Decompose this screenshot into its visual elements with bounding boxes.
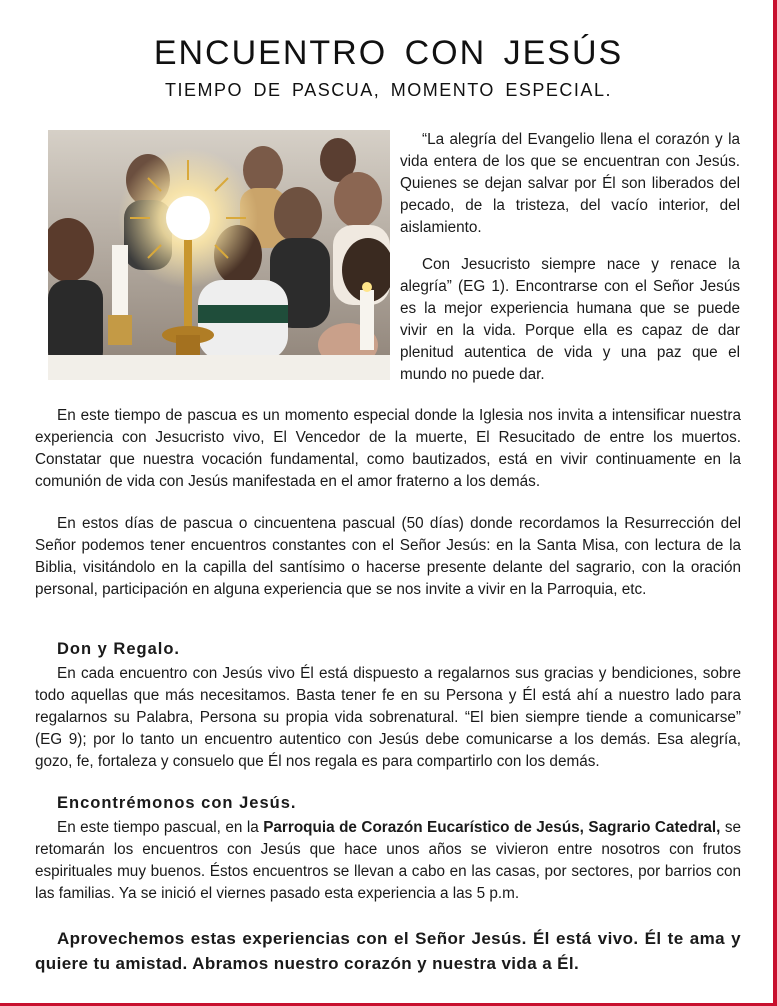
- don-paragraph: [35, 663, 741, 773]
- don-text: En cada encuentro con Jesús vivo Él está dispuesto a regalarnos sus gracias y bendiciones, sobre todo aquellas que más necesitamos. Basta tener fe en su Persona y Él está ahí a nuestro lado para regalarnos su Palabra, Persona su propia vida sobrenatural. “El bien siempre tiende a comunicarse” (EG 9); por lo tanto un encuentro autentico con Jesús debe comunicarse a los demás. Esa alegría, gozo, fe, fortaleza y consuelo que Él nos regala es para compartirlo con los demás.: [35, 665, 741, 770]
- section-heading-encuentro: Encontrémonos con Jesús.: [57, 794, 297, 812]
- quote-block: [400, 129, 740, 401]
- adoration-photo: [48, 130, 390, 380]
- page-border-right: [773, 0, 777, 1006]
- quote-paragraph-2: Con Jesucristo siempre nace y renace la alegría” (EG 1). Encontrarse con el Señor Jesús es la mejor experiencia humana que se puede vivir en la vida. Porque ella es capaz de dar plenitud autentica de vida y una paz que el mundo no puede dar.: [400, 256, 740, 383]
- adoration-illustration: [48, 130, 390, 380]
- page-title: ENCUENTRO CON JESÚS: [153, 34, 624, 72]
- section-heading-don: Don y Regalo.: [57, 640, 181, 658]
- intro-text-2: En estos días de pascua o cincuentena pascual (50 días) donde recordamos la Resurrección del Señor podemos tener encuentros constantes con el Señor Jesús: en la Santa Misa, con lectura de la Biblia, visitándolo en la capilla del santísimo o hacerse presente delante del sagrario, con la oración personal, participación en alguna experiencia que se nos invite a vivir en la Parroquia, etc.: [35, 515, 741, 598]
- closing-text: Aprovechemos estas experiencias con el Señor Jesús. Él está vivo. Él te ama y quiere tu amistad. Abramos nuestro corazón y nuestra vida a Él.: [35, 929, 741, 973]
- intro-paragraph-2: [35, 513, 741, 601]
- page-subtitle: TIEMPO DE PASCUA, MOMENTO ESPECIAL.: [165, 80, 612, 100]
- intro-text-1: En este tiempo de pascua es un momento especial donde la Iglesia nos invita a intensificar nuestra experiencia con Jesucristo vivo, El Vencedor de la muerte, El Resucitado de entre los muertos. Constatar que nuestra vocación fundamental, como bautizados, está en vivir continuamente en la comunión de vida con Jesús manifestada en el amor fraterno a los demás.: [35, 407, 741, 490]
- intro-paragraph-1: [35, 405, 741, 493]
- closing-paragraph: [35, 926, 741, 976]
- encuentro-rest: se retomarán los encuentros con Jesús que hace unos años se vivieron entre nosotros con frutos espirituales muy buenos. Éstos encuentros se llevan a cabo en las casas, por sectores, por barrios con las familias. Ya se inició el viernes pasado esta experiencia a las 5 p.m.: [35, 819, 741, 902]
- parish-name: Parroquia de Corazón Eucarístico de Jesús, Sagrario Catedral,: [263, 819, 721, 836]
- encuentro-lead: En este tiempo pascual, en la: [57, 819, 259, 836]
- encuentro-text: [35, 817, 741, 905]
- quote-paragraph-1: “La alegría del Evangelio llena el corazón y la vida entera de los que se encuentran con Jesús. Quienes se dejan salvar por Él son liberados del pecado, de la tristeza, del vacío interior, del aislamiento.: [400, 131, 740, 236]
- encuentro-paragraph: [35, 817, 741, 905]
